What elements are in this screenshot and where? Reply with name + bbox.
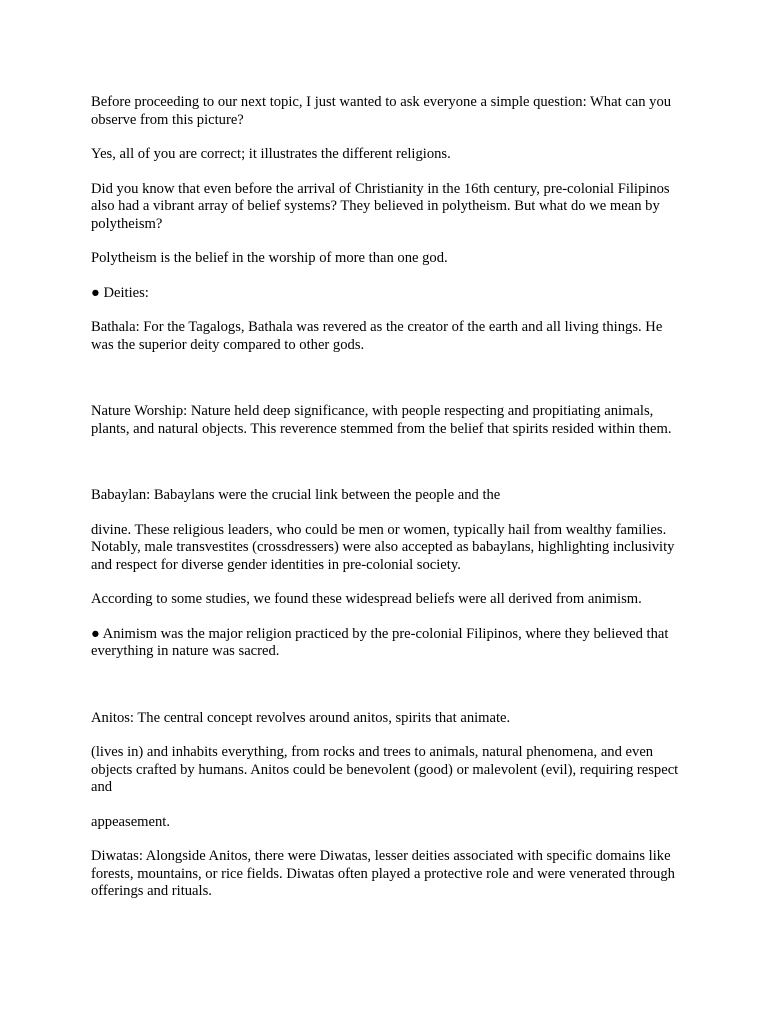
paragraph-babaylan-continued: divine. These religious leaders, who could be men or women, typically hail from wealthy families. Notably, male transvestites (crossdressers) were also accepted as babaylans, highlighting inclusivity and respect for diverse gender identities in pre-colonial society. — [91, 521, 675, 573]
paragraph-babaylan: Babaylan: Babaylans were the crucial link between the people and the — [91, 487, 501, 503]
paragraph-religions-answer: Yes, all of you are correct; it illustrates the different religions. — [91, 146, 451, 162]
paragraph-polytheism-question: Did you know that even before the arrival of Christianity in the 16th century, pre-colonial Filipinos also had a vibrant array of belief systems? They believed in polytheism. But what do we mean by polytheism? — [91, 180, 670, 232]
paragraph-nature-worship: Nature Worship: Nature held deep significance, with people respecting and propitiating animals, plants, and natural objects. This reverence stemmed from the belief that spirits resided within them. — [91, 403, 672, 437]
paragraph-anitos-continued: (lives in) and inhabits everything, from rocks and trees to animals, natural phenomena, and even objects crafted by humans. Anitos could be benevolent (good) or malevolent (evil), requiring respect and — [91, 744, 679, 795]
bullet-deities: ● Deities: — [91, 284, 149, 301]
paragraph-animism-studies: According to some studies, we found these widespread beliefs were all derived from animism. — [91, 591, 642, 607]
paragraph-anitos: Anitos: The central concept revolves around anitos, spirits that animate. — [91, 709, 511, 726]
paragraph-diwatas: Diwatas: Alongside Anitos, there were Diwatas, lesser deities associated with specific domains like forests, mountains, or rice fields. Diwatas often played a protective role and were venerated through offerings and rituals. — [91, 848, 675, 899]
document-page — [91, 94, 681, 901]
paragraph-appeasement: appeasement. — [91, 813, 171, 830]
bullet-animism: ● Animism was the major religion practiced by the pre-colonial Filipinos, where they believed that everything in nature was sacred. — [91, 625, 669, 659]
paragraph-bathala: Bathala: For the Tagalogs, Bathala was revered as the creator of the earth and all living things. He was the superior deity compared to other gods. — [91, 319, 663, 353]
paragraph-intro-question: Before proceeding to our next topic, I just wanted to ask everyone a simple question: What can you observe from this picture? — [91, 94, 672, 128]
paragraph-polytheism-definition: Polytheism is the belief in the worship of more than one god. — [91, 250, 448, 266]
